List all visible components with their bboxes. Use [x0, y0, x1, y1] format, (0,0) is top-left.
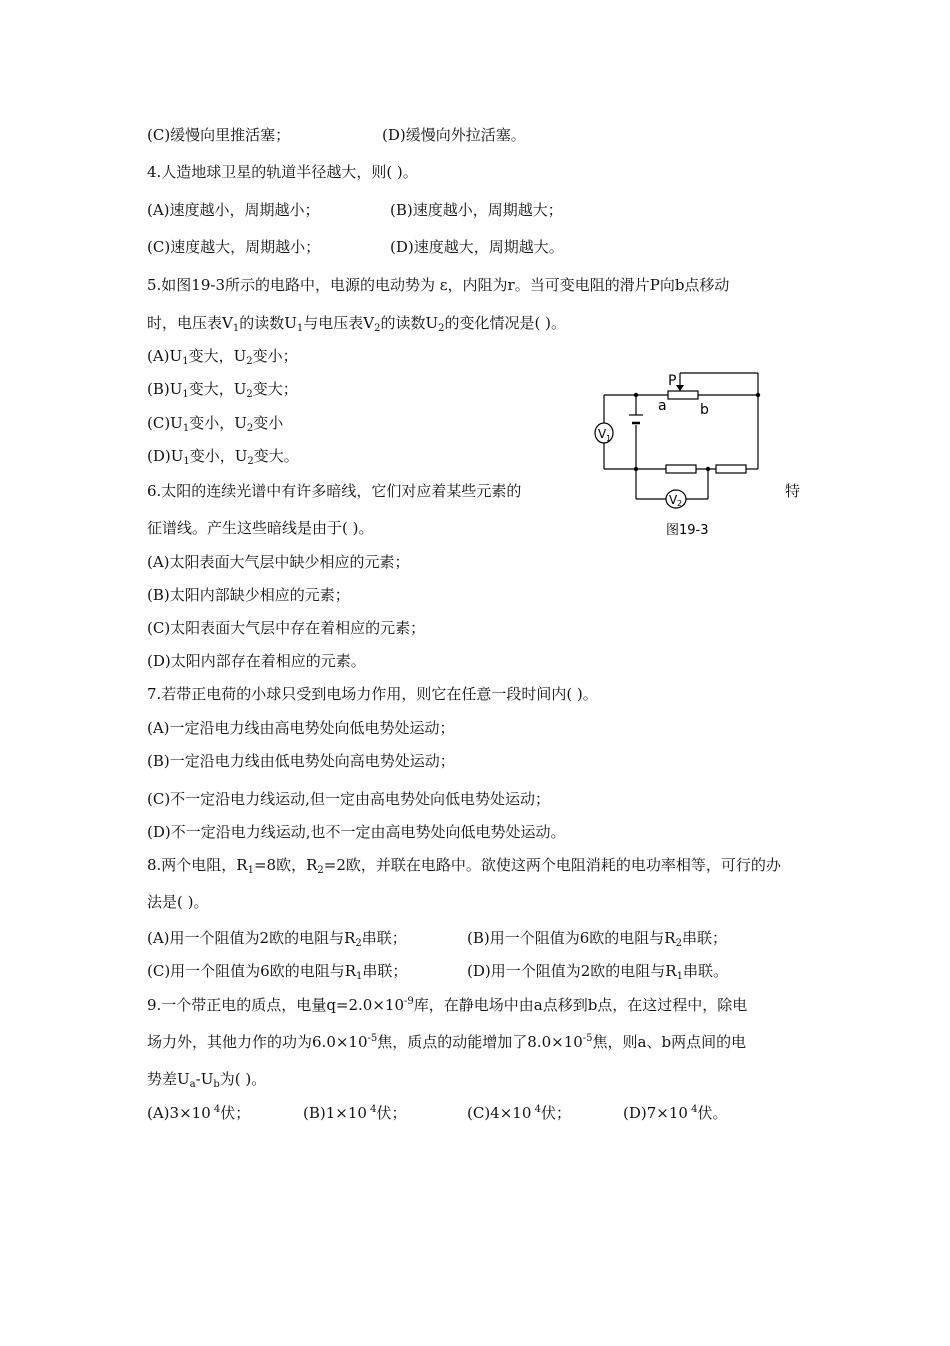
- q9-stem-line3: 势差$U_a-U_b$为( )。: [147, 1070, 267, 1090]
- q6-option-a: (A)太阳表面大气层中缺少相应的元素；: [147, 553, 410, 571]
- q8-stem-line2: 法是( )。: [147, 893, 209, 911]
- label-b: b: [700, 402, 709, 418]
- junction-dot: [634, 467, 638, 471]
- q5-stem-line2: 时，电压表$V_1$的读数$U_1$与电压表$V_2$的读数$U_2$的变化情况是( )。: [147, 314, 566, 334]
- q8-option-b: (B)用一个阻值为6欧的电阻与$R_2$串联；: [467, 929, 727, 949]
- q4-option-b: (B)速度越小，周期越大；: [390, 201, 563, 219]
- q7-option-c: (C)不一定沿电力线运动,但一定由高电势处向低电势处运动；: [147, 790, 550, 808]
- q9-option-a: (A)3×10 $^4$伏；: [147, 1104, 251, 1122]
- q3-option-d: (D)缓慢向外拉活塞。: [382, 126, 526, 144]
- q5-option-b: $(B)U_1$变大，$U_2$变大；: [147, 380, 298, 400]
- junction-dot: [756, 393, 760, 397]
- q3-option-c: (C)缓慢向里推活塞；: [147, 126, 291, 144]
- rheostat: [668, 391, 698, 399]
- q8-option-c: (C)用一个阻值为6欧的电阻与$R_1$串联；: [147, 962, 408, 982]
- q6-stem-line1-end: 特: [785, 482, 801, 500]
- circuit-diagram: [590, 365, 780, 540]
- q7-stem: 7.若带正电荷的小球只受到电场力作用，则它在任意一段时间内( )。: [147, 685, 598, 703]
- junction-dot: [634, 393, 638, 397]
- q5-option-d: $(D)U_1$变小，$U_2$变大。: [147, 447, 299, 467]
- q8-option-a: (A)用一个阻值为2欧的电阻与$R_2$串联；: [147, 929, 407, 949]
- q4-option-c: (C)速度越大，周期越小；: [147, 238, 321, 256]
- q6-stem-line1: 6.太阳的连续光谱中有许多暗线，它们对应着某些元素的: [147, 482, 522, 500]
- q7-option-a: (A)一定沿电力线由高电势处向低电势处运动；: [147, 719, 455, 737]
- q6-option-b: (B)太阳内部缺少相应的元素；: [147, 586, 350, 604]
- q9-option-b: (B)1×10 $^4$伏；: [303, 1104, 407, 1122]
- q7-option-d: (D)不一定沿电力线运动,也不一定由高电势处向低电势处运动。: [147, 823, 566, 841]
- q7-option-b: (B)一定沿电力线由低电势处向高电势处运动；: [147, 752, 455, 770]
- q6-option-d: (D)太阳内部存在着相应的元素。: [147, 652, 366, 670]
- q8-option-d: (D)用一个阻值为2欧的电阻与$R_1$串联。: [467, 962, 728, 982]
- resistor-right: [716, 465, 746, 473]
- q9-option-d: (D)7×10 $^4$伏。: [623, 1104, 728, 1122]
- slider-arrow-icon: [676, 385, 684, 391]
- q5-option-a: $(A)U_1$变大，$U_2$变小；: [147, 347, 298, 367]
- q9-option-c: (C)4×10 $^4$伏；: [467, 1104, 571, 1122]
- figure-caption: 图19-3: [666, 523, 709, 538]
- label-p: P: [668, 373, 677, 389]
- q9-stem-line1: 9.一个带正电的质点，电量$q=2.0\times 10^{-9}$库，在静电场中由a点移到b点，在这过程中，除电: [147, 996, 748, 1014]
- junction-dot: [706, 467, 710, 471]
- q5-stem-line1: 5.如图19-3所示的电路中，电源的电动势为 ε，内阻为r。当可变电阻的滑片P向b点移动: [147, 276, 730, 294]
- v1-label: V: [598, 427, 607, 441]
- q6-option-c: (C)太阳表面大气层中存在着相应的元素；: [147, 619, 426, 637]
- v1-label-sub: 1: [606, 434, 612, 443]
- q5-option-c: $(C)U_1$变小，$U_2$变小: [147, 414, 284, 434]
- q6-stem-line2: 征谱线。产生这些暗线是由于( )。: [147, 519, 374, 537]
- v2-label: V: [669, 493, 678, 507]
- q4-option-d: (D)速度越大，周期越大。: [390, 238, 564, 256]
- v2-label-sub: 2: [677, 499, 683, 508]
- q9-stem-line2: 场力外，其他力作的功为$6.0\times 10^{-5}$焦，质点的动能增加了$8.0\times 10^{-5}$焦，则a、b两点间的电: [147, 1033, 747, 1051]
- resistor-left: [666, 465, 696, 473]
- q4-stem: 4.人造地球卫星的轨道半径越大，则( )。: [147, 163, 418, 181]
- q4-option-a: (A)速度越小，周期越小；: [147, 201, 320, 219]
- circuit-figure-19-3: [590, 365, 780, 540]
- q8-stem-line1: 8.两个电阻，$R_1=8$欧，$R_2=2$欧，并联在电路中。欲使这两个电阻消耗的电功率相等，可行的办: [147, 856, 781, 876]
- label-a: a: [658, 398, 667, 414]
